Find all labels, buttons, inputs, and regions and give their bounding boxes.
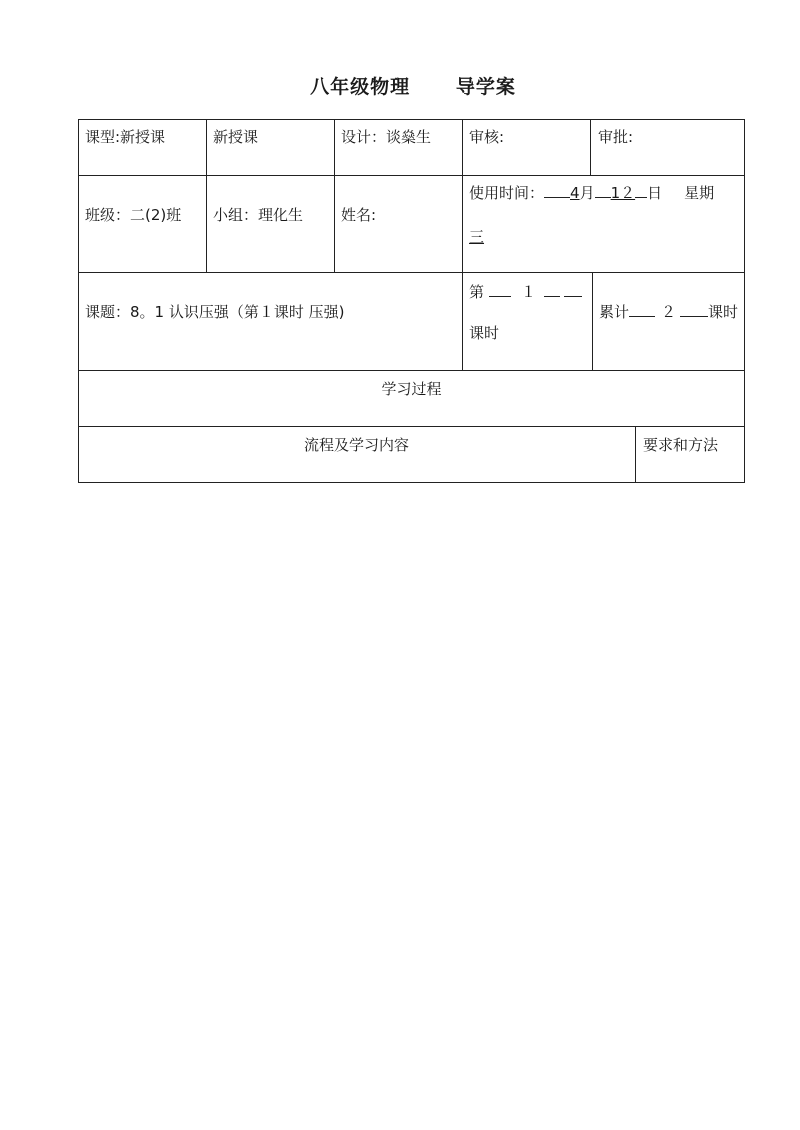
document-title: 八年级物理 导学案 (310, 76, 516, 98)
designer-cell: 设计：谈燊生 (341, 128, 432, 146)
lesson-number: １ (521, 283, 537, 301)
day-unit: 日 (647, 184, 663, 202)
fill-blank (635, 183, 647, 198)
grid-line (635, 426, 636, 483)
class-cell: 班级：二(2)班 (85, 206, 182, 224)
total-suffix: 课时 (708, 303, 739, 321)
lesson-topic-cell: 课题：8。1 认识压强（第１课时 压强) (85, 303, 345, 321)
fill-blank (680, 302, 708, 317)
grid-line (462, 119, 463, 371)
fill-blank (595, 183, 611, 198)
usage-time-label: 使用时间： (469, 184, 545, 202)
learning-process-heading: 学习过程 (381, 380, 442, 398)
fill-blank (629, 302, 655, 317)
process-content-heading: 流程及学习内容 (303, 436, 409, 454)
requirements-methods-heading: 要求和方法 (643, 436, 719, 454)
month-unit: 月 (579, 184, 595, 202)
lesson-number-prefix: 第 (469, 283, 485, 301)
total-lessons: ２ (661, 303, 677, 321)
total-prefix: 累计 (599, 303, 630, 321)
grid-line (592, 272, 593, 371)
usage-day: 1２ (610, 184, 636, 202)
lesson-type-cell: 新授课 (213, 128, 259, 146)
usage-time-cell (469, 183, 714, 203)
reviewer-cell: 审核: (469, 128, 505, 146)
grid-line (78, 482, 745, 483)
grid-line (590, 119, 591, 176)
fill-blank (564, 282, 582, 297)
grid-line (78, 426, 745, 427)
weekday-label: 星期 (684, 184, 715, 202)
course-type-cell: 课型:新授课 (85, 128, 166, 146)
grid-line (78, 175, 745, 176)
student-name-cell: 姓名: (341, 206, 377, 224)
grid-line (78, 272, 745, 273)
usage-weekday: 三 (469, 228, 485, 246)
usage-month: 4 (570, 184, 580, 202)
lesson-number-cell (469, 282, 582, 302)
grid-line (78, 119, 79, 483)
lesson-number-suffix: 课时 (469, 324, 500, 342)
group-cell: 小组：理化生 (213, 206, 304, 224)
fill-blank (489, 282, 511, 297)
grid-line (334, 119, 335, 273)
grid-line (744, 119, 745, 483)
approver-cell: 审批: (598, 128, 634, 146)
fill-blank (544, 183, 570, 198)
grid-line (206, 119, 207, 273)
grid-line (78, 370, 745, 371)
total-lessons-cell (599, 302, 738, 322)
fill-blank (544, 282, 560, 297)
grid-line (78, 119, 745, 120)
